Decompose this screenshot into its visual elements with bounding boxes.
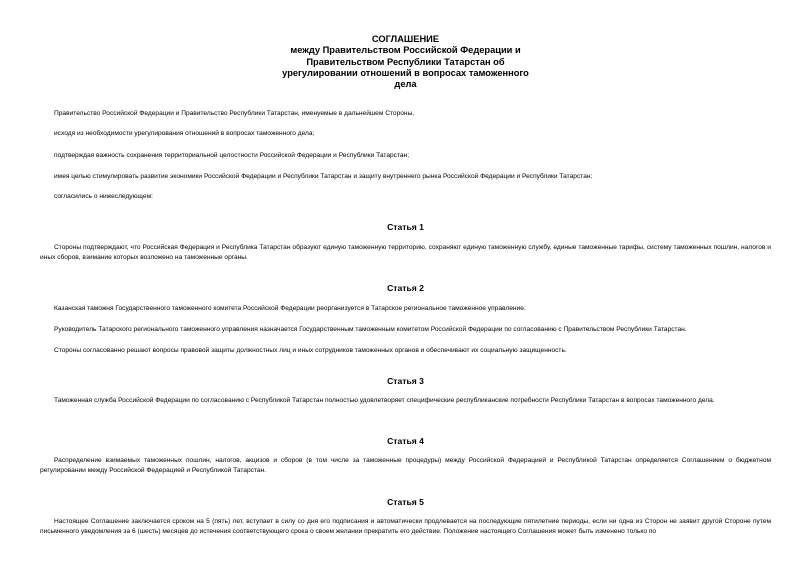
article-heading: Статья 3 bbox=[387, 376, 424, 386]
article-heading: Статья 2 bbox=[387, 283, 424, 293]
document-subtitle-line: урегулировании отношений в вопросах таможенного bbox=[282, 67, 529, 78]
preamble-paragraph: согласились о нижеследующем: bbox=[54, 193, 153, 200]
preamble-paragraph: имея целью стимулировать развитие экономики Российской Федерации и Республики Татарстан и защиту внутреннего рынка Российской Федерации и Республики Татарстан; bbox=[54, 173, 593, 180]
article-heading: Статья 1 bbox=[387, 222, 424, 232]
article-paragraph: Казанская таможня Государственного таможенного комитета Российской Федерации реорганизуется в Татарское региональное таможенное управление. bbox=[54, 305, 526, 312]
article-heading: Статья 5 bbox=[387, 497, 424, 507]
document-subtitle-line: дела bbox=[394, 79, 417, 90]
article-paragraph: Стороны согласованно решают вопросы правовой защиты должностных лиц и иных сотрудников таможенных органов и обеспечивают их социальную защищенность. bbox=[54, 347, 567, 354]
document-page bbox=[40, 0, 771, 571]
article-paragraph: Руководитель Татарского регионального таможенного управления назначается Государственным таможенным комитетом Российской Федерации по согласованию с Правительством Республики Татарстан. bbox=[54, 326, 687, 333]
preamble-paragraph: подтверждая важность сохранения территориальной целостности Российской Федерации и Республики Татарстан; bbox=[54, 152, 410, 159]
article-paragraph: Таможенная служба Российской Федерации по согласованию с Республикой Татарстан полностью удовлетворяет специфические республиканские потребности Республики Татарстан в вопросах таможенного дела. bbox=[54, 397, 715, 404]
document-subtitle-line: между Правительством Российской Федерации и bbox=[290, 45, 521, 56]
document-title: СОГЛАШЕНИЕ bbox=[371, 34, 440, 44]
article-paragraph: Распределение взимаемых таможенных пошлин, налогов, акцизов и сборов (в том числе за таможенные процедуры) между Российской Федерацией и Республикой Татарстан определяется Соглашением о бюджетном регулировании между Российской Федерацией и Республикой Татарстан. bbox=[40, 457, 771, 475]
preamble-paragraph: Правительство Российской Федерации и Правительство Республики Татарстан, именуемые в дальнейшем Стороны, bbox=[54, 110, 415, 117]
article-heading: Статья 4 bbox=[387, 436, 424, 446]
article-paragraph: Стороны подтверждают, что Российская Федерация и Республика Татарстан образуют единую таможенную территорию, сохраняют единую таможенную службу, единые таможенные тарифы, систему таможенных пошлин, налогов и иных сборов, взимание которых возложено на таможенные органы. bbox=[40, 244, 771, 262]
article-paragraph: Настоящее Соглашение заключается сроком на 5 (пять) лет, вступает в силу со дня его подписания и автоматически продлевается на последующие пятилетние периоды, если ни одна из Сторон не заявит другой Стороне путем письменного уведомления за 6 (шесть) месяцев до истечения соответствующего срока о своем желании прекратить его действие. Положение настоящего Соглашения может быть изменено только по bbox=[40, 518, 771, 536]
preamble-paragraph: исходя из необходимости урегулирования отношений в вопросах таможенного дела; bbox=[54, 130, 315, 137]
document-subtitle-line: Правительством Республики Татарстан об bbox=[306, 56, 505, 67]
document-title-block bbox=[40, 34, 771, 90]
